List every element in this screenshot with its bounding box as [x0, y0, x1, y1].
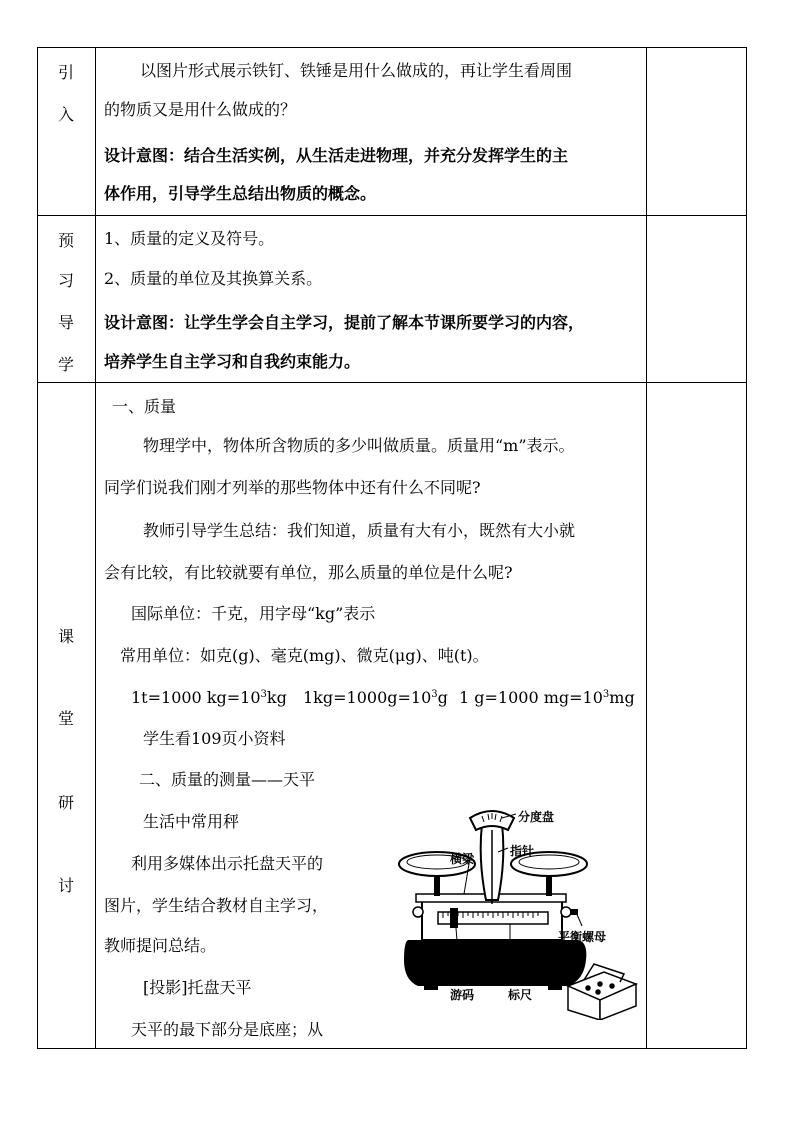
section-heading-measure: 二、质量的测量——天平 [139, 770, 316, 789]
table-divider-notes [646, 47, 647, 1049]
common-units-line: 常用单位：如克(g)、毫克(mg)、微克(μg)、吨(t)。 [120, 646, 489, 665]
table-row-divider-1 [37, 215, 747, 216]
label-rider: 游码 [450, 988, 475, 1002]
balance-base [404, 940, 586, 986]
exponent: 3 [260, 689, 267, 700]
row-label-char: 课 [57, 627, 74, 646]
balance-nut-left [413, 907, 423, 917]
table-border-top [37, 47, 747, 48]
balance-foot-right [548, 984, 562, 990]
conversion-unit: kg [266, 688, 287, 707]
conversion-kilogram [303, 688, 448, 708]
lesson-p1-line1: 物理学中，物体所含物质的多少叫做质量。质量用“m”表示。 [143, 436, 575, 455]
row-label-char: 预 [57, 231, 74, 250]
conversion-text: 1kg=1000g=10 [303, 688, 432, 707]
preview-item-1: 1、质量的定义及符号。 [104, 229, 275, 248]
tray-balance-figure [398, 800, 646, 1020]
conversion-gram [459, 688, 635, 708]
row-label-char: 习 [57, 271, 74, 290]
projection-line: [投影]托盘天平 [143, 978, 252, 997]
conversion-text: 1t=1000 kg=10 [131, 688, 261, 707]
table-row-divider-2 [37, 382, 747, 383]
label-beam: 横梁 [450, 852, 475, 866]
lesson-p2-line1: 教师引导学生总结：我们知道，质量有大有小，既然有大小就 [143, 521, 576, 540]
row-label-char: 入 [57, 105, 74, 124]
exponent: 3 [431, 689, 438, 700]
balance-nut-right [561, 907, 571, 917]
preview-item-2: 2、质量的单位及其换算关系。 [104, 269, 323, 288]
label-scale: 标尺 [508, 988, 533, 1002]
section-heading-mass: 一、质量 [112, 397, 177, 416]
label-pointer: 指针 [510, 844, 535, 858]
reading-note: 学生看109页小资料 [143, 729, 286, 748]
daily-scale-line: 生活中常用秤 [143, 812, 240, 831]
row-label-char: 引 [57, 63, 74, 82]
conversion-text: 1 g=1000 mg=10 [459, 688, 603, 707]
balance-foot-left [424, 984, 438, 990]
row-label-char: 讨 [57, 876, 74, 895]
media-line-1: 利用多媒体出示托盘天平的 [131, 854, 324, 873]
preview-intent-line2: 培养学生自主学习和自我约束能力。 [104, 352, 361, 371]
row-label-char: 学 [57, 355, 74, 374]
row-label-char: 导 [57, 313, 74, 332]
lesson-p2-line2: 会有比较，有比较就要有单位，那么质量的单位是什么呢? [104, 563, 513, 582]
si-unit-line: 国际单位：千克，用字母“kg”表示 [131, 604, 376, 623]
table-border-right [746, 47, 747, 1049]
intro-text-line2: 的物质又是用什么做成的？ [104, 100, 297, 119]
row-label-char: 堂 [57, 709, 74, 728]
lesson-p1-line2: 同学们说我们刚才列举的那些物体中还有什么不同呢? [104, 478, 481, 497]
label-balance-nut: 平衡螺母 [558, 930, 607, 944]
intro-intent-line2: 体作用，引导学生总结出物质的概念。 [104, 184, 377, 203]
conversion-unit: g [437, 688, 448, 707]
table-border-left [37, 47, 38, 1049]
exponent: 3 [602, 689, 610, 700]
conversion-unit: mg [609, 688, 635, 707]
intro-intent-line1: 设计意图：结合生活实例，从生活走进物理，并充分发挥学生的主 [104, 146, 569, 165]
label-dial: 分度盘 [518, 810, 555, 824]
media-line-3: 教师提问总结。 [104, 936, 217, 955]
balance-rider [450, 908, 458, 928]
media-line-2: 图片，学生结合教材自主学习， [104, 896, 329, 915]
table-divider-label [95, 47, 96, 1049]
intro-text-line1: 以图片形式展示铁钉、铁锤是用什么做成的，再让学生看周围 [140, 61, 573, 80]
preview-intent-line1: 设计意图：让学生学会自主学习，提前了解本节课所要学习的内容， [104, 313, 585, 332]
table-border-bottom [37, 1048, 747, 1049]
conversion-ton [131, 688, 287, 708]
base-description-line: 天平的最下部分是底座；从 [131, 1020, 324, 1039]
row-label-char: 研 [57, 793, 74, 812]
